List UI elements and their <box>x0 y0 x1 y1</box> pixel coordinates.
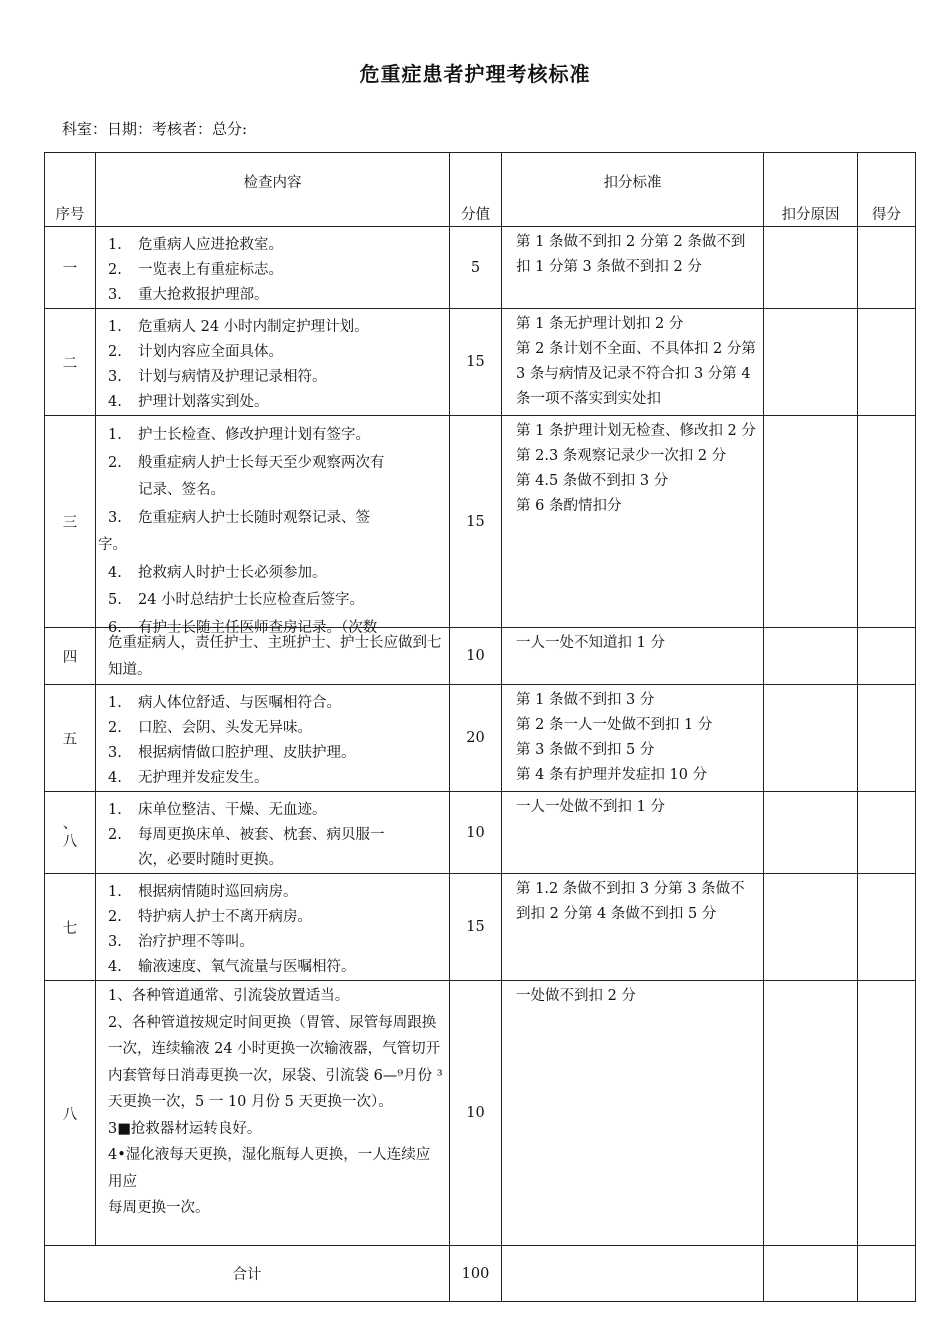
row-content <box>96 981 450 1246</box>
list-item: 2. 每周更换床单、被套、枕套、病贝服一 <box>108 827 385 843</box>
total-score: 100 <box>450 1246 502 1302</box>
row-got-cell <box>858 628 916 685</box>
list-item: 5. 24 小时总结护士长应检查后签字。 <box>108 592 365 608</box>
list-item: 3. 根据病情做口腔护理、皮肤护理。 <box>108 745 356 761</box>
row-score: 10 <box>450 981 502 1246</box>
row-got-cell <box>858 416 916 628</box>
row-got-cell <box>858 309 916 416</box>
total-label: 合计 <box>45 1246 450 1302</box>
list-item: 2. 口腔、会阴、头发无异味。 <box>108 720 312 736</box>
row-reason-cell <box>764 227 858 309</box>
list-item: 每周更换一次。 <box>108 1200 210 1216</box>
total-deduct-cell <box>502 1246 764 1302</box>
row-seq: 一 <box>45 227 96 309</box>
row-deduct: 一人一处不知道扣 1 分 <box>502 628 764 685</box>
row-deduct: 第 1.2 条做不到扣 3 分第 3 条做不到扣 2 分第 4 条做不到扣 5 分 <box>502 874 764 981</box>
row-deduct: 第 1 条做不到扣 3 分 第 2 条一人一处做不到扣 1 分 第 3 条做不到扣 5 分 第 4 条有护理并发症扣 10 分 <box>502 685 764 792</box>
row-content <box>96 416 450 636</box>
table-header-row <box>45 153 916 227</box>
total-row <box>45 1246 916 1302</box>
row-score: 10 <box>450 792 502 874</box>
list-item-continuation: 字。 <box>98 537 127 553</box>
list-item: 1. 护士长检查、修改护理计划有签字。 <box>108 427 370 443</box>
row-got-cell <box>858 874 916 981</box>
row-content <box>96 874 450 981</box>
assessment-table <box>44 152 916 1302</box>
row-seq: 八 <box>45 981 96 1246</box>
list-item: 4. 无护理并发症发生。 <box>108 770 269 786</box>
row-reason-cell <box>764 309 858 416</box>
list-item: 3. 重大抢救报护理部。 <box>108 287 269 303</box>
row-content <box>96 792 450 874</box>
list-item: 3. 危重症病人护士长随时观祭记录、签 <box>108 509 370 526</box>
header-seq: 序号 <box>45 153 96 227</box>
table-row <box>45 874 916 981</box>
row-reason-cell <box>764 981 858 1246</box>
row-content <box>96 685 450 792</box>
total-reason-cell <box>764 1246 858 1302</box>
table-row <box>45 981 916 1246</box>
list-item: 1、各种管道通常、引流袋放置适当。 <box>108 988 350 1004</box>
row-seq: 五 <box>45 685 96 792</box>
row-score: 20 <box>450 685 502 792</box>
list-item: 1. 床单位整洁、干燥、无血迹。 <box>108 802 327 818</box>
row-deduct: 第 1 条护理计划无检查、修改扣 2 分 第 2.3 条观察记录少一次扣 2 分 第 4.5 条做不到扣 3 分 第 6 条酌情扣分 <box>502 416 764 628</box>
list-item: 2、各种管道按规定时间更换（胃管、尿管每周跟换一次，连续输液 24 小时更换一次输液器，气管切开内套管每日消毒更换一次，尿袋、引流袋 6—⁹月份 ³天更换一次，5 一 10 月份 5 天更换一次）。 <box>108 1014 443 1110</box>
list-item: 3■抢救器材运转良好。 <box>108 1120 262 1137</box>
row-reason-cell <box>764 416 858 628</box>
list-item: 2. 特护病人护士不离开病房。 <box>108 909 312 925</box>
list-item: 2. 般重症病人护士长每天至少观察两次有 <box>108 454 385 471</box>
row-content: 危重症病人，责任护士、主班护士、护士长应做到七知道。 <box>96 628 450 685</box>
table-row <box>45 685 916 792</box>
list-item-continuation: 次，必要时随时更换。 <box>138 852 283 868</box>
list-item: 1. 根据病情随时巡回病房。 <box>108 884 298 900</box>
row-reason-cell <box>764 874 858 981</box>
list-item: 1. 危重病人应进抢救室。 <box>108 237 283 253</box>
header-score: 分值 <box>450 153 502 227</box>
row-content <box>96 227 450 309</box>
row-score: 10 <box>450 628 502 685</box>
total-got-cell <box>858 1246 916 1302</box>
list-item: 3. 治疗护理不等叫。 <box>108 934 254 950</box>
meta-line: 科室：日期：考核者：总分: <box>62 120 248 138</box>
header-got: 得分 <box>858 153 916 227</box>
list-item: 4. 护理计划落实到处。 <box>108 394 269 410</box>
row-content <box>96 309 450 416</box>
list-item: 4. 抢救病人时护士长必须参加。 <box>108 564 327 581</box>
page-title: 危重症患者护理考核标准 <box>359 62 591 86</box>
list-item: 4•湿化液每天更换，湿化瓶每人更换，一人连续应用应 <box>108 1147 431 1190</box>
row-seq: 二 <box>45 309 96 416</box>
table-row <box>45 628 916 685</box>
row-reason-cell <box>764 685 858 792</box>
row-reason-cell <box>764 792 858 874</box>
row-score: 15 <box>450 416 502 628</box>
row-deduct: 一处做不到扣 2 分 <box>502 981 764 1246</box>
header-reason: 扣分原因 <box>764 153 858 227</box>
list-item-continuation: 记录、签名。 <box>138 482 225 498</box>
row-seq: 、 八 <box>45 792 96 874</box>
row-score: 15 <box>450 309 502 416</box>
list-item: 2. 一览表上有重症标志。 <box>108 262 283 278</box>
list-item: 4. 输液速度、氧气流量与医嘱相符。 <box>108 959 356 975</box>
row-score: 15 <box>450 874 502 981</box>
list-item: 1. 病人体位舒适、与医嘱相符合。 <box>108 695 341 711</box>
table-row <box>45 309 916 416</box>
header-deduct: 扣分标准 <box>502 153 764 227</box>
header-content: 检查内容 <box>96 153 450 227</box>
row-deduct: 第 1 条做不到扣 2 分第 2 条做不到扣 1 分第 3 条做不到扣 2 分 <box>502 227 764 309</box>
row-deduct: 第 1 条无护理计划扣 2 分 第 2 条计划不全面、不具体扣 2 分第 3 条与病情及记录不符合扣 3 分第 4 条一项不落实到实处扣 <box>502 309 764 416</box>
row-seq: 七 <box>45 874 96 981</box>
list-item: 1. 危重病人 24 小时内制定护理计划。 <box>108 319 369 335</box>
list-item: 3. 计划与病情及护理记录相符。 <box>108 369 327 385</box>
table-row <box>45 227 916 309</box>
row-got-cell <box>858 227 916 309</box>
list-item: 2. 计划内容应全面具体。 <box>108 344 283 360</box>
row-score: 5 <box>450 227 502 309</box>
table-row <box>45 792 916 874</box>
row-got-cell <box>858 792 916 874</box>
row-got-cell <box>858 685 916 792</box>
row-seq: 四 <box>45 628 96 685</box>
row-deduct: 一人一处做不到扣 1 分 <box>502 792 764 874</box>
table-row <box>45 416 916 628</box>
list-item: 6. 有护士长随主任医师查房记录。（次数 <box>108 619 378 636</box>
row-seq: 三 <box>45 416 96 628</box>
row-reason-cell <box>764 628 858 685</box>
row-got-cell <box>858 981 916 1246</box>
